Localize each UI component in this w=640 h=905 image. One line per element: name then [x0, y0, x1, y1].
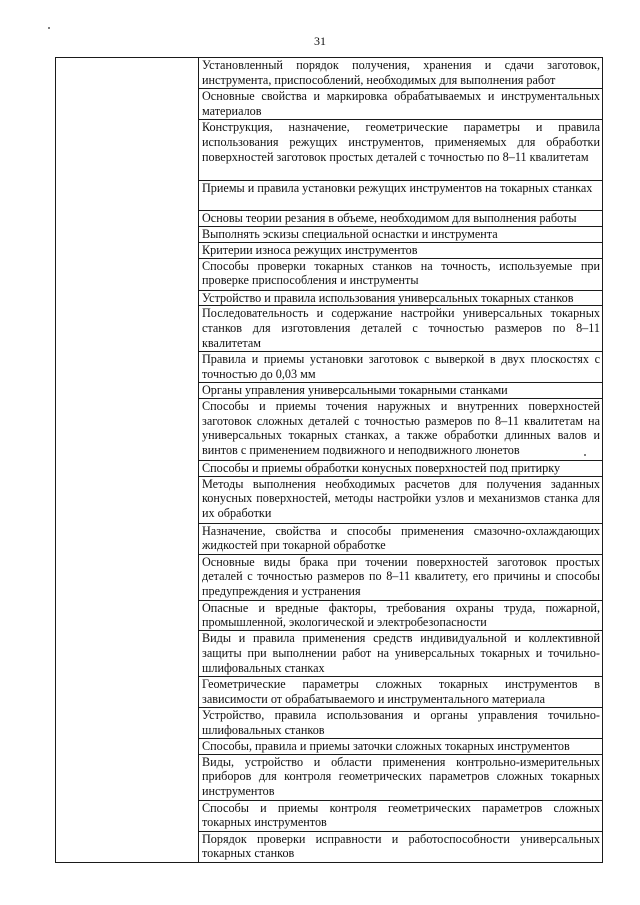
knowledge-item: Приемы и правила установки режущих инструментов на токарных станках: [199, 181, 603, 211]
knowledge-item: Методы выполнения необходимых расчетов для получения заданных конусных поверхностей, методы настройки узлов и механизмов станка для их обработки: [199, 476, 603, 523]
knowledge-item: Геометрические параметры сложных токарных инструментов в зависимости от обрабатываемого и инструментального материала: [199, 677, 603, 708]
knowledge-item: Способы проверки токарных станков на точность, используемые при проверке приспособления и инструменты: [199, 258, 603, 290]
knowledge-item: Порядок проверки исправности и работоспособности универсальных токарных станков: [199, 831, 603, 862]
knowledge-item: Устройство и правила использования универсальных токарных станков: [199, 290, 603, 306]
knowledge-item: Виды и правила применения средств индивидуальной и коллективной защиты при выполнении работ на универсальных токарных и точильно-шлифовальных станках: [199, 631, 603, 677]
knowledge-item: Органы управления универсальными токарными станками: [199, 382, 603, 398]
knowledge-item: Назначение, свойства и способы применения смазочно-охлаждающих жидкостей при токарной обработке: [199, 523, 603, 554]
table-row: [56, 58, 603, 89]
knowledge-item: Способы и приемы точения наружных и внутренних поверхностей заготовок сложных деталей с точностью размеров по 8–11 квалитетам на универсальных токарных станках, а также обработки длинных валов и винтов с применением подвижного и неподвижного люнетов: [199, 398, 603, 460]
knowledge-item: Устройство, правила использования и органы управления точильно-шлифовальных станков: [199, 707, 603, 738]
knowledge-item: Опасные и вредные факторы, требования охраны труда, пожарной, промышленной, экологической и электробезопасности: [199, 600, 603, 631]
knowledge-item: Виды, устройство и области применения контрольно-измерительных приборов для контроля геометрических параметров сложных токарных инструментов: [199, 754, 603, 800]
knowledge-item: Критерии износа режущих инструментов: [199, 242, 603, 258]
knowledge-item: Способы и приемы контроля геометрических параметров сложных токарных инструментов: [199, 800, 603, 831]
knowledge-item: Установленный порядок получения, хранения и сдачи заготовок, инструмента, приспособлений, необходимых для выполнения работ: [199, 58, 603, 89]
scan-speck: [48, 27, 50, 29]
page-number: 31: [314, 34, 326, 48]
knowledge-item: Конструкция, назначение, геометрические параметры и правила использования режущих инструментов, применяемых для обработки поверхностей заготовок простых деталей с точностью по 8–11 квалитетам: [199, 120, 603, 181]
knowledge-item: Основные виды брака при точении поверхностей заготовок простых деталей с точностью размеров по 8–11 квалитету, его причины и способы предупреждения и устранения: [199, 554, 603, 600]
requirements-table: [55, 57, 603, 863]
knowledge-item: Способы, правила и приемы заточки сложных токарных инструментов: [199, 738, 603, 754]
knowledge-item: Основы теории резания в объеме, необходимом для выполнения работы: [199, 211, 603, 227]
knowledge-item: Последовательность и содержание настройки универсальных токарных станков для изготовления деталей с точностью размеров по 8–11 квалитетам: [199, 306, 603, 352]
knowledge-item: Правила и приемы установки заготовок с выверкой в двух плоскостях с точностью до 0,03 мм: [199, 352, 603, 383]
knowledge-item: Способы и приемы обработки конусных поверхностей под притирку: [199, 460, 603, 476]
empty-left-column: [56, 58, 199, 863]
knowledge-item: Основные свойства и маркировка обрабатываемых и инструментальных материалов: [199, 89, 603, 120]
knowledge-item: Выполнять эскизы специальной оснастки и инструмента: [199, 227, 603, 243]
